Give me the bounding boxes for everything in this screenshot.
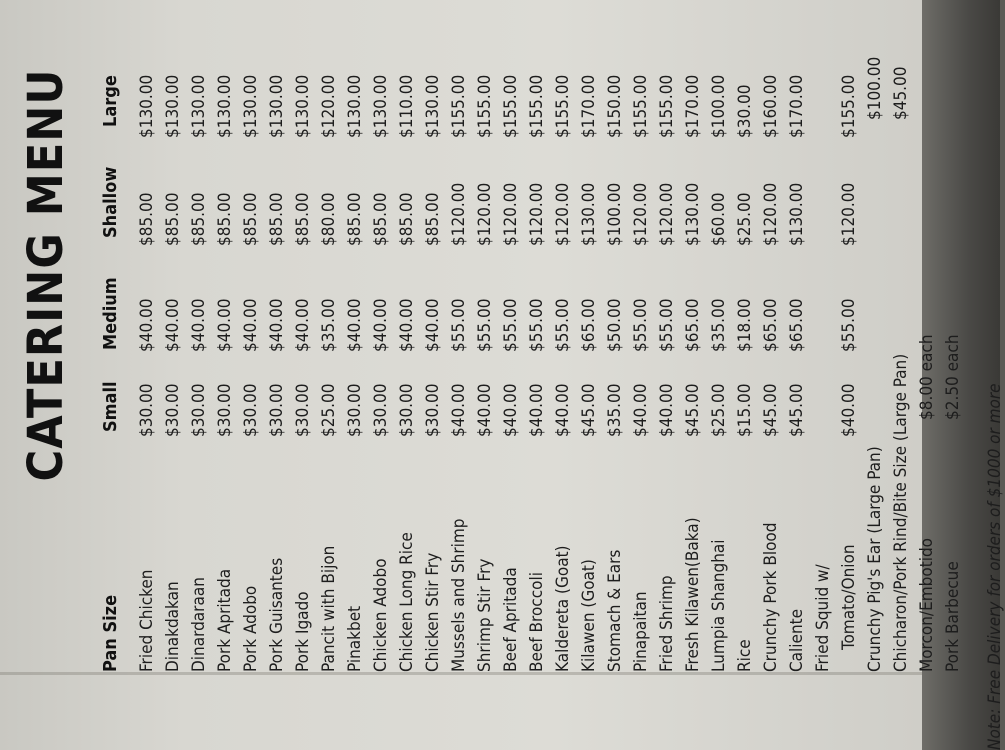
header-medium: Medium [100,277,121,350]
price-small: $30.00 [267,383,287,437]
table-row [577,0,601,750]
table-row [681,0,705,750]
item-name: Rice [735,639,755,672]
table-row [161,0,185,750]
price-medium: $55.00 [527,298,547,352]
menu-title: CATERING MENU [18,68,74,482]
price-large: $170.00 [787,74,807,138]
price-large: $130.00 [423,74,443,138]
price-shallow: $100.00 [605,182,625,246]
price-shallow: $130.00 [787,182,807,246]
price-medium: $35.00 [709,298,729,352]
price-small: $30.00 [189,383,209,437]
item-name: Crunchy Pork Blood [761,522,781,672]
table-row [785,0,809,750]
item-name: Fresh Kilawen(Baka) [683,517,703,672]
item-name: Mussels and Shrimp [449,518,469,672]
table-row [369,0,393,750]
price-shallow: $85.00 [189,192,209,246]
price-small: $45.00 [787,383,807,437]
price-medium: $35.00 [319,298,339,352]
item-name: Chicken Adobo [371,558,391,672]
price-small: $40.00 [475,383,495,437]
price-large: $100.00 [709,74,729,138]
price-large: $120.00 [319,74,339,138]
price-medium: $40.00 [371,298,391,352]
price-large: $130.00 [293,74,313,138]
price-medium: $55.00 [553,298,573,352]
price-small: $25.00 [709,383,729,437]
price-large: $170.00 [683,74,703,138]
table-row [759,0,783,750]
price-medium: $65.00 [787,298,807,352]
price-medium: $40.00 [345,298,365,352]
delivery-note: Note: Free Delivery for orders of $1000 or more [985,383,1005,750]
price-small: $15.00 [735,383,755,437]
price-large: $170.00 [579,74,599,138]
item-name: Chicken Long Rice [397,532,417,672]
price-large: $130.00 [345,74,365,138]
item-name: Fried Shrimp [657,575,677,672]
price-medium: $55.00 [449,298,469,352]
price-shallow: $25.00 [735,192,755,246]
price-large: $30.00 [735,84,755,138]
price-medium: $55.00 [631,298,651,352]
table-row [525,0,549,750]
price-large: $155.00 [527,74,547,138]
table-row [733,0,757,750]
table-row [291,0,315,750]
extra-item-name: Morcon/Embotido [917,537,937,672]
price-medium: $40.00 [241,298,261,352]
price-medium: $18.00 [735,298,755,352]
price-small: $30.00 [371,383,391,437]
table-row [837,0,861,750]
item-name: Pork Apritada [215,568,235,672]
price-medium: $65.00 [683,298,703,352]
price-medium: $50.00 [605,298,625,352]
header-small: Small [100,381,121,432]
table-row [317,0,341,750]
header-pan-size: Pan Size [100,594,121,672]
price-shallow: $130.00 [683,182,703,246]
price-medium: $40.00 [397,298,417,352]
table-row [265,0,289,750]
price-small: $40.00 [527,383,547,437]
price-small: $40.00 [553,383,573,437]
price-small: $45.00 [579,383,599,437]
item-name: Kilawen (Goat) [579,559,599,672]
price-shallow: $85.00 [241,192,261,246]
price-small: $30.00 [345,383,365,437]
price-large: $155.00 [449,74,469,138]
price-large: $155.00 [553,74,573,138]
item-name: Shrimp Stir Fry [475,558,495,672]
price-medium: $55.00 [839,298,859,352]
price-shallow: $120.00 [501,182,521,246]
price-shallow: $120.00 [631,182,651,246]
price-small: $45.00 [683,383,703,437]
table-row [239,0,263,750]
price-large: $130.00 [241,74,261,138]
price-large: $155.00 [631,74,651,138]
price-medium: $65.00 [579,298,599,352]
price-medium: $55.00 [657,298,677,352]
table-row [499,0,523,750]
price-shallow: $60.00 [709,192,729,246]
price-shallow: $120.00 [553,182,573,246]
price-medium: $40.00 [215,298,235,352]
item-name: Pancit with Bijon [319,545,339,672]
price-large: $155.00 [501,74,521,138]
price-shallow: $85.00 [371,192,391,246]
price-large: $150.00 [605,74,625,138]
price-small: $30.00 [215,383,235,437]
price-large: $130.00 [163,74,183,138]
price-shallow: $85.00 [137,192,157,246]
price-medium: $55.00 [475,298,495,352]
table-row [629,0,653,750]
header-shallow: Shallow [100,166,121,238]
item-name: Pinapaitan [631,591,651,672]
table-row [395,0,419,750]
price-small: $40.00 [839,383,859,437]
price-small: $25.00 [319,383,339,437]
price-large: $155.00 [475,74,495,138]
price-shallow: $85.00 [397,192,417,246]
table-row [343,0,367,750]
price-shallow: $120.00 [761,182,781,246]
price-shallow: $120.00 [475,182,495,246]
item-name: Chicken Stir Fry [423,552,443,672]
item-name: Stomach & Ears [605,549,625,672]
item-name: Caliente [787,608,807,672]
price-medium: $40.00 [189,298,209,352]
price-shallow: $120.00 [527,182,547,246]
item-name: Lumpia Shanghai [709,539,729,672]
price-medium: $40.00 [137,298,157,352]
extra-item-price: $45.00 [891,66,911,120]
price-small: $40.00 [657,383,677,437]
price-shallow: $120.00 [449,182,469,246]
item-name: Pork Guisantes [267,557,287,672]
price-large: $130.00 [189,74,209,138]
price-small: $30.00 [423,383,443,437]
price-medium: $40.00 [163,298,183,352]
price-shallow: $85.00 [345,192,365,246]
price-medium: $40.00 [423,298,443,352]
price-small: $30.00 [293,383,313,437]
price-medium: $40.00 [293,298,313,352]
extra-item-name: Crunchy Pig's Ear (Large Pan) [865,446,885,672]
item-name: Tomato/Onion [839,544,859,650]
item-name: Dinardaraan [189,577,209,672]
table-row [135,0,159,750]
price-small: $40.00 [631,383,651,437]
table-row [811,0,835,750]
table-row [707,0,731,750]
price-shallow: $130.00 [579,182,599,246]
price-shallow: $85.00 [267,192,287,246]
item-name: Pinakbet [345,605,365,672]
price-large: $155.00 [657,74,677,138]
price-large: $130.00 [371,74,391,138]
table-row [655,0,679,750]
extra-item-price: $8.00 each [917,334,937,420]
price-medium: $55.00 [501,298,521,352]
table-row [421,0,445,750]
table-row [187,0,211,750]
price-large: $110.00 [397,74,417,138]
price-shallow: $80.00 [319,192,339,246]
item-name: Beef Apritada [501,567,521,672]
table-row [213,0,237,750]
price-small: $30.00 [397,383,417,437]
table-row [447,0,471,750]
price-large: $130.00 [267,74,287,138]
price-shallow: $85.00 [423,192,443,246]
price-small: $30.00 [137,383,157,437]
extra-item-name: Chicharon/Pork Rind/Bite Size (Large Pan) [891,353,911,672]
price-small: $40.00 [449,383,469,437]
price-shallow: $120.00 [839,182,859,246]
table-row [473,0,497,750]
item-name: Kaldereta (Goat) [553,545,573,672]
price-shallow: $85.00 [163,192,183,246]
price-large: $130.00 [137,74,157,138]
price-medium: $40.00 [267,298,287,352]
price-large: $130.00 [215,74,235,138]
price-large: $155.00 [839,74,859,138]
item-name: Pork Adobo [241,585,261,672]
item-name: Fried Squid w/ [813,564,833,672]
price-shallow: $120.00 [657,182,677,246]
extra-item-price: $100.00 [865,56,885,120]
price-shallow: $85.00 [293,192,313,246]
extra-item-price: $2.50 each [943,334,963,420]
item-name: Fried Chicken [137,569,157,672]
price-small: $40.00 [501,383,521,437]
table-row [551,0,575,750]
item-name: Beef Broccoli [527,572,547,672]
price-small: $45.00 [761,383,781,437]
table-row [603,0,627,750]
item-name: Dinakdakan [163,581,183,672]
price-shallow: $85.00 [215,192,235,246]
extra-item-name: Pork Barbecue [943,561,963,672]
header-large: Large [100,75,121,127]
price-small: $30.00 [163,383,183,437]
price-small: $35.00 [605,383,625,437]
price-large: $160.00 [761,74,781,138]
item-name: Pork Igado [293,591,313,672]
price-medium: $65.00 [761,298,781,352]
price-small: $30.00 [241,383,261,437]
